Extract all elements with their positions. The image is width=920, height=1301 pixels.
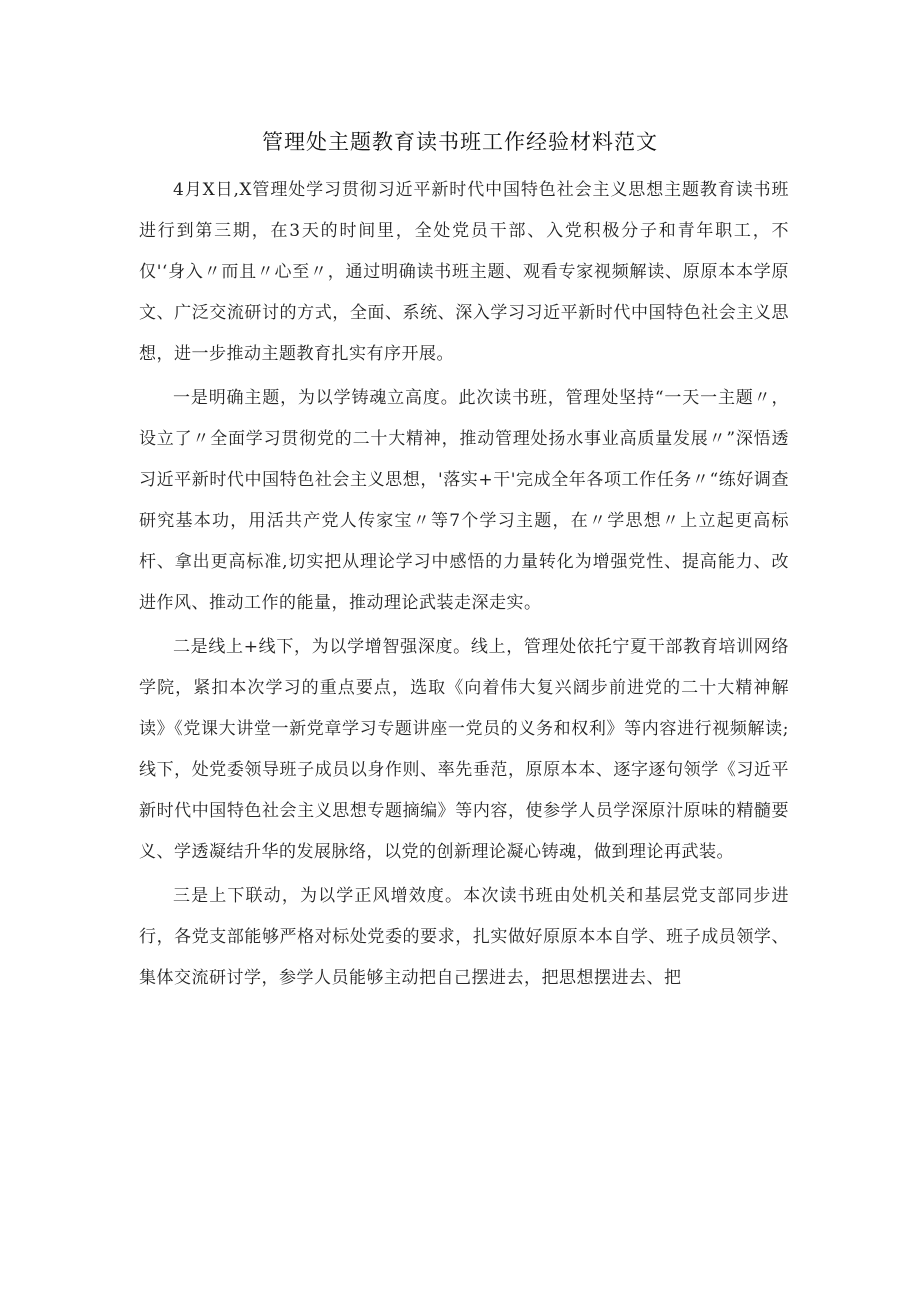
document-body [139, 170, 789, 999]
paragraph-online-offline: 二是线上+线下，为以学增智强深度。线上，管理处依托宁夏干部教育培训网络学院，紧扣本次学习的重点要点，选取《向着伟大复兴阔步前进党的二十大精神解读》《党课大讲堂一新党章学习专题讲座一党员的义务和权利》等内容进行视频解读;线下，处党委领导班子成员以身作则、率先垂范，原原本本、逐字逐句领学《习近平新时代中国特色社会主义思想专题摘编》等内容，使参学人员学深原汁原味的精髓要义、学透凝结升华的发展脉络，以党的创新理论凝心铸魂，做到理论再武装。 [139, 637, 789, 862]
paragraph-intro: 4月X日,X管理处学习贯彻习近平新时代中国特色社会主义思想主题教育读书班进行到第三期，在3天的时间里，全处党员干部、入党积极分子和青年职工，不仅'‘身入〃而且〃心至〃，通过明确读书班主题、观看专家视频解读、原原本本学原文、广泛交流研讨的方式，全面、系统、深入学习习近平新时代中国特色社会主义思想，进一步推动主题教育扎实有序开展。 [139, 180, 789, 364]
document-title: 管理处主题教育读书班工作经验材料范文 [262, 130, 658, 154]
paragraph-theme: 一是明确主题，为以学铸魂立高度。此次读书班，管理处坚持“一天一主题〃，设立了〃全面学习贯彻党的二十大精神，推动管理处扬水事业高质量发展〃”深悟透习近平新时代中国特色社会主义思想，'落实+干'完成全年各项工作任务〃“练好调查研究基本功，用活共产党人传家宝〃等7个学习主题，在〃学思想〃上立起更高标杆、拿出更高标准,切实把从理论学习中感悟的力量转化为增强党性、提高能力、改进作风、推动工作的能量，推动理论武装走深走实。 [139, 388, 789, 613]
paragraph-linkage: 三是上下联动，为以学正风增效度。本次读书班由处机关和基层党支部同步进行，各党支部能够严格对标处党委的要求，扎实做好原原本本自学、班子成员领学、集体交流研讨学，参学人员能够主动把自己摆进去，把思想摆进去、把 [139, 886, 789, 988]
